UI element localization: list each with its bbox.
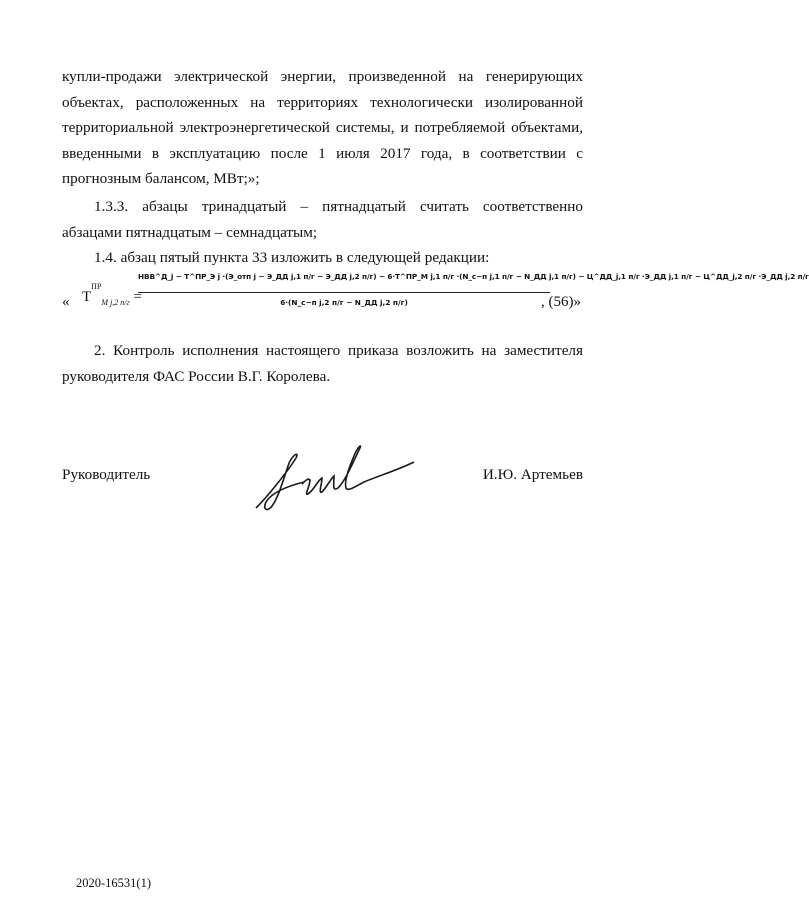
fraction-bar <box>138 292 550 293</box>
text-line: абзацами пятнадцатым – семнадцатым; <box>62 223 318 241</box>
document-number: 2020-16531(1) <box>76 876 151 890</box>
text-line: руководителя ФАС России В.Г. Королева. <box>62 367 331 385</box>
text-line: объектах, расположенных на территориях технологически изолированной <box>62 93 583 111</box>
paragraph-1-4 <box>62 245 583 271</box>
formula-open-quote: « <box>62 294 70 310</box>
formula-lhs-sub: М j,2 п/г <box>101 298 130 307</box>
signatory-title: Руководитель <box>62 466 151 483</box>
text-line: введенными в эксплуатацию после 1 июля 2017 года, в соответствии с <box>62 144 583 162</box>
text-line: купли-продажи электрической энергии, произведенной на генерирующих <box>62 68 583 85</box>
text-line: 2. Контроль исполнения настоящего приказа возложить на заместителя <box>94 342 583 359</box>
formula-lhs-sup: ПР <box>91 282 102 291</box>
formula-lhs <box>82 282 142 307</box>
formula-number: , (56)» <box>541 294 581 310</box>
formula-equals: = <box>133 289 142 305</box>
formula-denominator: 6·(N_с−п j,2 п/г − N_ДД j,2 п/г) <box>280 298 408 307</box>
signatory-name: И.Ю. Артемьев <box>482 466 583 483</box>
text-line: территориальной электроэнергетической системы, и потребляемой объектами, <box>62 119 583 136</box>
paragraph-1-3-3 <box>62 194 583 245</box>
handwritten-signature <box>248 436 418 516</box>
paragraph-control <box>62 338 583 389</box>
paragraph-balance <box>62 64 583 192</box>
text-line: 1.3.3. абзацы тринадцатый – пятнадцатый считать соответственно <box>94 198 583 215</box>
formula-lhs-base: T <box>82 289 92 305</box>
formula-56 <box>62 272 809 322</box>
text-line: 1.4. абзац пятый пункта 33 изложить в следующей редакции: <box>94 249 490 266</box>
formula-numerator: НВВ^Д_j − T^ПР_Э j ·(Э_отп j − Э_ДД j,1 п/г − Э_ДД j,2 п/г) − 6·T^ПР_М j,1 п/г ·(N_с−п j,1 п/г − N_ДД j,1 п/г) − Ц^ДД_j,1 п/г ·Э_ДД j,1 п/г − Ц^ДД_j,2 п/г ·Э_ДД j,2 п/г <box>138 272 809 281</box>
text-line: прогнозным балансом, МВт;»; <box>62 170 260 187</box>
